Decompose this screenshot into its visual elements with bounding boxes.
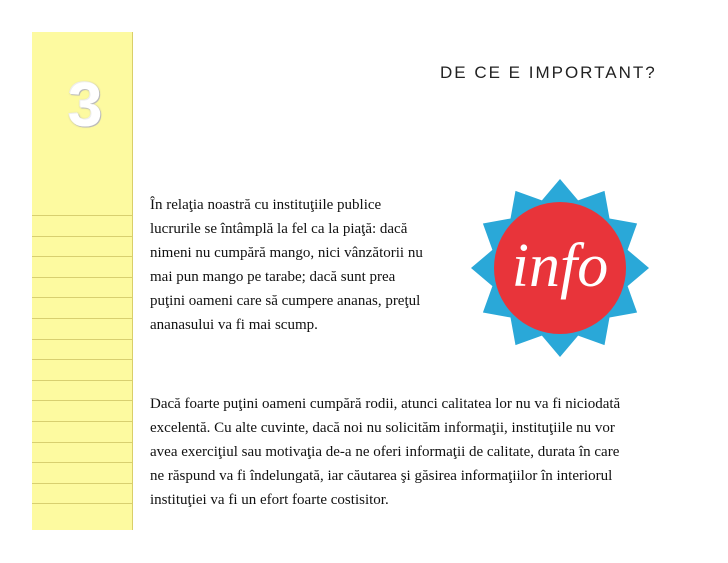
page-title: DE CE E IMPORTANT? bbox=[440, 63, 657, 82]
notebook-lines bbox=[32, 215, 132, 524]
text-line: lucrurile se întâmplă la fel ca la piaţă: dacă bbox=[150, 221, 408, 237]
text-line: Dacă foarte puţini oameni cumpără rodii, atunci calitatea lor nu va fi niciodată bbox=[150, 396, 621, 412]
text-line: puţini oameni care să cumpere ananas, preţul bbox=[150, 293, 421, 309]
text-line: excelentă. Cu alte cuvinte, dacă noi nu solicităm informaţii, instituţiile nu vor bbox=[150, 420, 615, 436]
text-line: ne răspund va fi îndelungată, iar căutarea şi găsirea informaţiilor în interiorul bbox=[150, 468, 613, 484]
slide-number: 3 bbox=[68, 71, 103, 140]
text-line: avea exerciţiul sau motivaţia de-a ne oferi informaţii de calitate, durata în care bbox=[150, 444, 620, 460]
text-line: nimeni nu cumpără mango, nici vânzătorii nu bbox=[150, 245, 423, 261]
paragraph-market-analogy bbox=[150, 193, 460, 337]
badge-text: info bbox=[511, 232, 609, 300]
text-line: instituţiei va fi un efort foarte costisitor. bbox=[150, 492, 389, 508]
text-line: mai pun mango pe tarabe; dacă sunt prea bbox=[150, 269, 396, 285]
info-badge-icon bbox=[470, 178, 650, 358]
text-line: ananasului va fi mai scump. bbox=[150, 317, 318, 333]
text-line: În relaţia noastră cu instituţiile publice bbox=[150, 197, 382, 213]
paragraph-information-quality bbox=[150, 392, 685, 512]
